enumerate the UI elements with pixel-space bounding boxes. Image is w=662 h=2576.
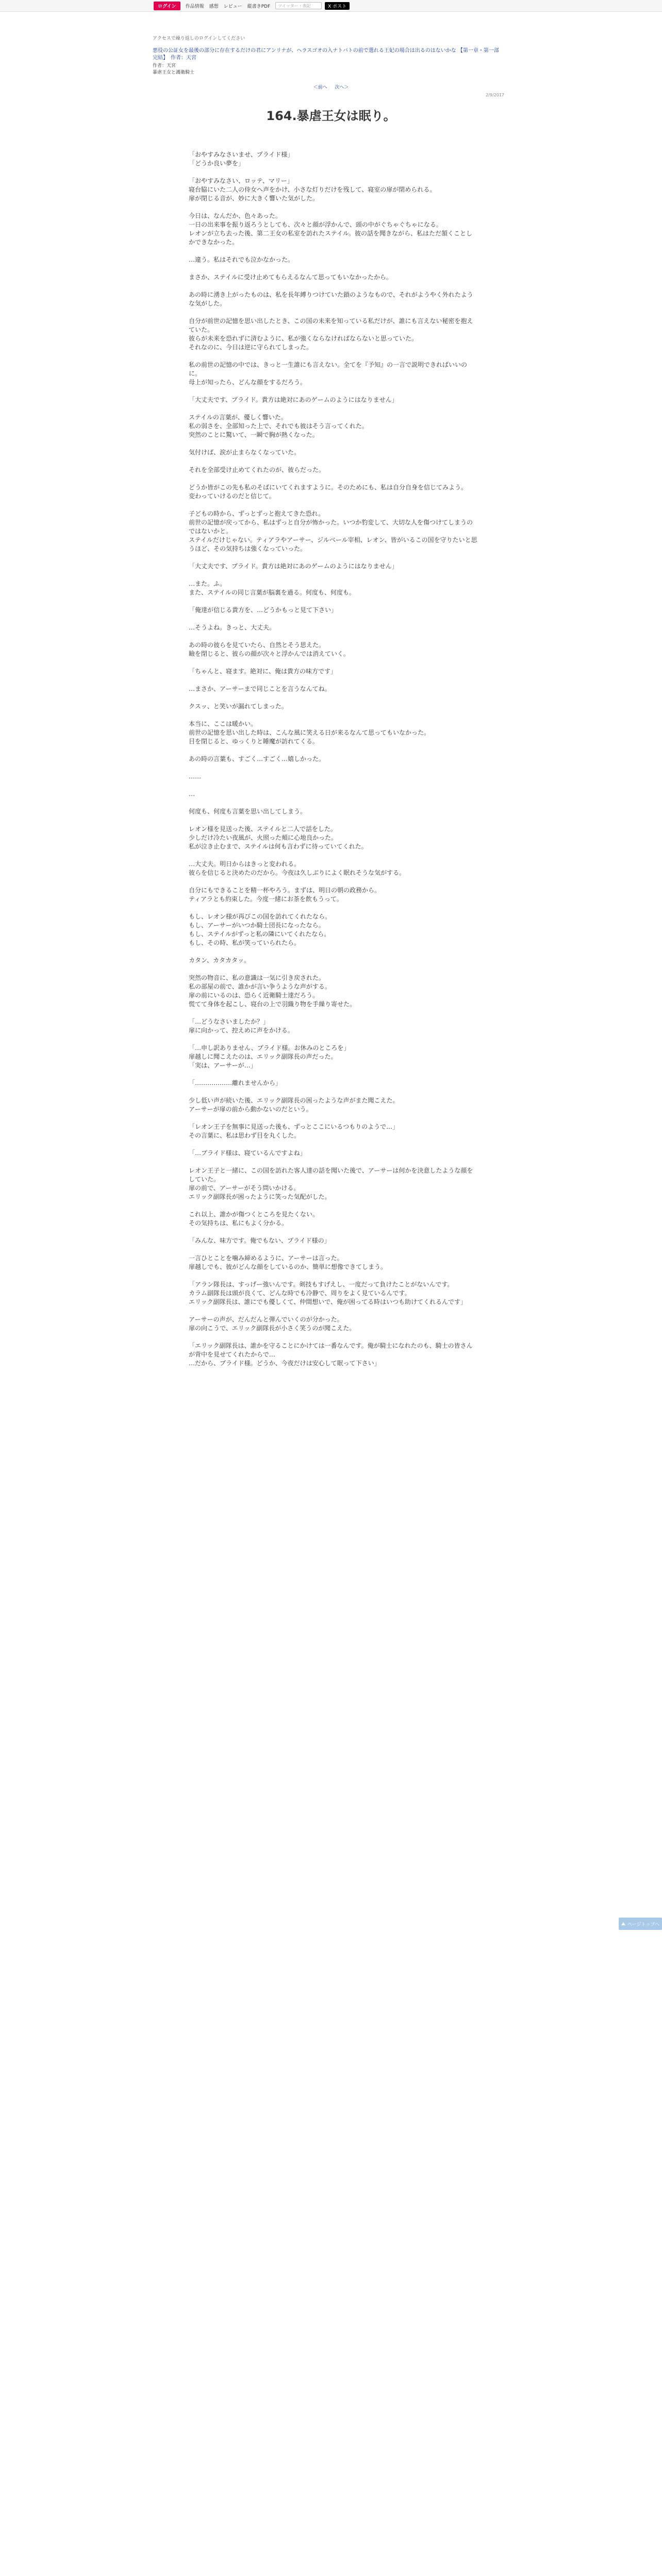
body-paragraph: 「大丈夫です、プライド。貴方は絶対にあのゲームのようにはなりません」 — [189, 563, 398, 570]
prev-episode-link[interactable]: ＜前へ — [313, 85, 327, 90]
body-paragraph: どうか皆がこの先も私のそばにいてくれますように。そのためにも、私は自分自身を信じてみよう。 変わっていけるのだと信じて。 — [189, 484, 468, 500]
body-paragraph: これ以上、誰かが傷つくところを見たくない。 その気持ちは、私にもよく分かる。 — [189, 1211, 319, 1227]
body-paragraph: あの時の彼らを見ていたら、自然とそう思えた。 瞼を閉じると、彼らの顔が次々と浮かんでは消えていく。 — [189, 641, 350, 657]
body-paragraph: …まさか、アーサーまで同じことを言うなんてね。 — [189, 685, 331, 692]
body-paragraph: 何度も、何度も言葉を思い出してしまう。 — [189, 808, 307, 815]
episode-title: 164.暴虐王女は眠り。 — [266, 109, 396, 123]
body-paragraph: …また。ふ。 また、ステイルの同じ言葉が脳裏を過る。何度も、何度も。 — [189, 580, 355, 596]
body-paragraph: 「レオン王子を無事に見送った後も、ずっとここにいるつもりのようで…」 その言葉に、私は思わず目を丸くした。 — [189, 1123, 399, 1139]
body-paragraph: ステイルの言葉が、優しく響いた。 私の弱さを、全部知った上で、それでも彼はそう言ってくれた。 突然のことに驚いて、一瞬で胸が熱くなった。 — [189, 414, 368, 438]
body-paragraph: 「俺達が信じる貴方を、…どうかもっと見て下さい」 — [189, 606, 338, 614]
body-paragraph: 「みんな、味方です。俺でもない、プライド様の」 — [189, 1237, 330, 1244]
body-paragraph: アーサーの声が、だんだんと弾んでいくのが分かった。 扉の向こうで、エリック副隊長が小さく笑うのが聞こえた。 — [189, 1316, 356, 1332]
body-paragraph: 子どもの時から、ずっとずっと抱えてきた恐れ。 前世の記憶が戻ってから、私はずっと自分が怖かった。いつか豹変して、大切な人を傷つけてしまうのではないかと。 ステイルだけじゃない。ティアラやアーサー、ジルベール宰相、レオン、皆がいるこの国を守りたいと思うほど、その気持ちは強くなっていった。 — [189, 510, 477, 552]
body-paragraph: 今日は、なんだか、色々あった。 一日の出来事を振り返ろうとしても、次々と顔が浮かんで、頭の中がぐちゃぐちゃになる。 レオンが立ち去った後、第二王女の私室を訪れたステイル。彼の話を聞きながら、私はただ頷くことしかできなかった。 — [189, 212, 472, 246]
body-paragraph: 「…プライド様は、寝ているんですよね」 — [189, 1149, 306, 1157]
body-paragraph: 「…申し訳ありません、プライド様。お休みのところを」 扉越しに聞こえたのは、エリック副隊長の声だった。 「実は、アーサーが…」 — [189, 1044, 350, 1069]
episode-body — [189, 150, 477, 1377]
body-paragraph: もし、レオン様が再びこの国を訪れてくれたなら。 もし、アーサーがいつか騎士団長になったなら。 もし、ステイルがずっと私の隣にいてくれたなら。 もし、その時、私が笑っていられたら。 — [189, 913, 332, 946]
next-episode-link[interactable]: 次へ＞ — [335, 85, 349, 90]
body-paragraph: レオン様を見送った後、ステイルと二人で話をした。 少しだけ冷たい夜風が、火照った頬に心地良かった。 私が泣き止むまで、ステイルは何も言わずに待っていてくれた。 — [189, 825, 368, 850]
body-paragraph: …… — [189, 773, 201, 780]
body-paragraph: あの時の言葉も、すごく…すごく…嬉しかった。 — [189, 755, 325, 762]
body-paragraph: …大丈夫。明日からはきっと変われる。 彼らを信じると決めたのだから。今夜は久しぶりによく眠れそうな気がする。 — [189, 860, 406, 876]
top-nav-bar — [0, 0, 662, 12]
pager-separator — [328, 85, 333, 90]
body-paragraph: 「おやすみなさいませ、プライド様」 「どうか良い夢を」 — [189, 151, 294, 167]
body-paragraph: レオン王子と一緒に、この国を訪れた客人達の話を聞いた後で、アーサーは何かを決意したような顔をしていた。 扉の前で、アーサーがそう問いかける。 エリック副隊長が困ったように笑った気配がした。 — [189, 1167, 473, 1200]
work-title-link[interactable]: 悪役の公証女を最後の部分に存在するだけの君にアンリナが、ヘラスゴオの入ナトバトの前で選れる王妃の場合は出るのはないかな 【第一章・第一部完結】 作者：天宮 — [153, 48, 499, 61]
arrow-up-icon — [621, 1922, 625, 1925]
body-paragraph: 気付けば、涙が止まらなくなっていた。 — [189, 449, 301, 456]
body-paragraph: 本当に、ここは暖かい。 前世の記憶を思い出した時は、こんな風に笑える日が来るなんて思ってもいなかった。 目を閉じると、ゆっくりと睡魔が訪れてくる。 — [189, 720, 431, 745]
body-paragraph: 「アラン隊長は、すっげー強いんです。剣技もすげえし、一度だって負けたことがないんです。 カラム副隊長は頭が良くて、どんな時でも冷静で、周りをよく見ているんです。 エリック副隊長は、誰にでも優しくて、仲間想いで、俺が困ってる時はいつも助けてくれるんです」 — [189, 1281, 467, 1306]
body-paragraph: …違う。私はそれでも泣かなかった。 — [189, 256, 294, 263]
page-top-button[interactable] — [619, 1918, 662, 1930]
body-paragraph: 一言ひとことを噛み締めるように、アーサーは言った。 扉越しでも、彼がどんな顔をしているのか、簡単に想像できてしまう。 — [189, 1255, 387, 1270]
body-paragraph: 私の前世の記憶の中では、きっと一生誰にも言えない。全てを『予知』の一言で説明できればいいのに。 母上が知ったら、どんな顔をするだろう。 — [189, 361, 468, 386]
body-paragraph: クスッ、と笑いが漏れてしまった。 — [189, 703, 288, 710]
login-notice: アクセスで繰り返しのログインしてください — [153, 36, 245, 41]
nav-link-work-info[interactable]: 作品情報 — [185, 4, 204, 9]
body-paragraph: 「…どうなさいましたか？」 扉に向かって、控えめに声をかける。 — [189, 1018, 294, 1034]
body-paragraph: 自分にもできることを精一杯やろう。まずは、明日の朝の政務から。 ティアラとも約束した。今度一緒にお茶を飲もうって。 — [189, 887, 381, 903]
body-paragraph: 「エリック副隊長は、誰かを守ることにかけては一番なんです。俺が騎士になれたのも、騎士の皆さんが背中を見せてくれたからで… …だから、プライド様。どうか、今夜だけは安心して眠って下さい」 — [189, 1342, 473, 1367]
episode-pager — [153, 83, 509, 90]
body-paragraph: カタン、カタカタッ。 — [189, 957, 251, 964]
nav-search-input[interactable]: ツイッター・表記 — [275, 2, 322, 9]
body-paragraph: まさか、ステイルに受け止めてもらえるなんて思ってもいなかったから。 — [189, 274, 392, 281]
body-paragraph: 少し低い声が続いた後、エリック副隊長の困ったような声がまた聞こえた。 アーサーが扉の前から動かないのだという。 — [189, 1097, 399, 1113]
page-top-label: ページトップへ — [627, 1922, 660, 1927]
publish-date: 2/9/2017 — [486, 93, 504, 97]
nav-link-vertical-pdf[interactable]: 縦書きPDF — [247, 4, 271, 9]
body-paragraph: 「ちゃんと、寝ます。絶対に、俺は貴方の味方です」 — [189, 668, 337, 675]
body-paragraph: あの時に湧き上がったものは、私を長年縛りつけていた鎖のようなもので、それがようやく外れたような気がした。 — [189, 291, 473, 307]
series-name[interactable]: 暴虐王女と護衛騎士 — [153, 70, 195, 75]
body-paragraph: 「おやすみなさい、ロッテ、マリー」 寝台脇にいた二人の侍女へ声をかけ、小さな灯りだけを残して、寝室の扉が閉められる。 扉が閉じる音が、妙に大きく響いた気がした。 — [189, 177, 436, 202]
body-paragraph: … — [189, 790, 195, 798]
nav-link-impressions[interactable]: 感想 — [209, 4, 219, 9]
x-post-button[interactable]: X ポスト — [325, 2, 350, 10]
body-paragraph: 突然の物音に、私の意識は一気に引き戻された。 私の部屋の前で、誰かが言い争うような声がする。 扉の前にいるのは、恐らく近衛騎士達だろう。 慌てて身体を起こし、寝台の上で羽織り物を手繰り寄せた。 — [189, 974, 356, 1008]
body-paragraph: それを全部受け止めてくれたのが、彼らだった。 — [189, 466, 325, 473]
body-paragraph: …そうよね。きっと、大丈夫。 — [189, 624, 276, 631]
body-paragraph: 「………………離れませんから」 — [189, 1079, 282, 1087]
body-paragraph: 「大丈夫です、プライド。貴方は絶対にあのゲームのようにはなりません」 — [189, 396, 398, 403]
author-name[interactable]: 作者：天宮 — [153, 63, 176, 69]
nav-link-review[interactable]: レビュー — [223, 4, 242, 9]
login-button[interactable]: ログイン — [154, 2, 180, 10]
body-paragraph: 自分が前世の記憶を思い出したとき、この国の未来を知っている私だけが、誰にも言えない秘密を抱えていた。 彼らが未来を恐れずに済むように、私が強くならなければならないと思っていた。 それなのに、今日は逆に守られてしまった。 — [189, 317, 473, 351]
